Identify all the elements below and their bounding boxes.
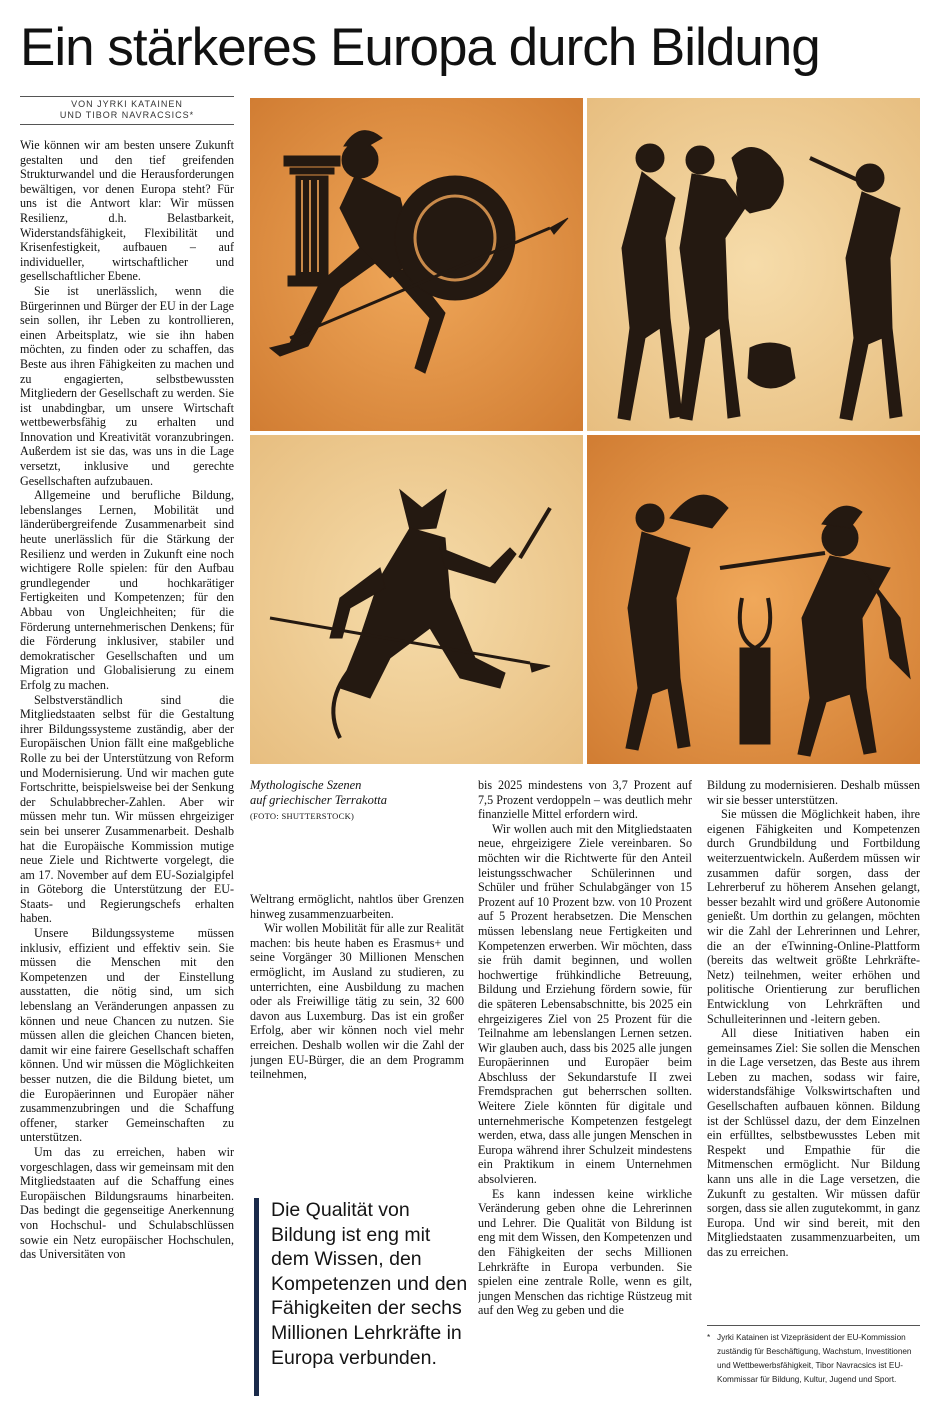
- author-footnote: [707, 1331, 920, 1387]
- byline-rule-bottom: [20, 124, 234, 125]
- paragraph: bis 2025 mindestens von 3,7 Prozent auf 7,5 Prozent verdoppeln – was deutlich mehr finanzielle Mittel erfordern wird.: [478, 778, 692, 822]
- photo-credit: (FOTO: SHUTTERSTOCK): [250, 811, 355, 821]
- terracotta-illustration: [250, 98, 920, 764]
- footnote-rule: [707, 1325, 920, 1326]
- paragraph: Allgemeine und berufliche Bildung, lebenslanges Lernen, Mobilität und länderübergreifende Zusammenarbeit sind heute unerlässlich für die Stärkung der Resilienz und werden in Zukunft eine noch wichtigere Rolle spielen: für den Aufbau grundlegender und hochkarätiger Fertigkeiten und Kompetenzen; für den Abbau von Ungleichheiten; für die Förderung unternehmerischen Denkens; für die Förderung inklusiver, stabiler und demokratischer Gesellschaften und um Migration und Globalisierung zu einem Erfolg zu machen.: [20, 488, 234, 692]
- paragraph: Weltrang ermöglicht, nahtlos über Grenzen hinweg zusammenzuarbeiten.: [250, 892, 464, 921]
- footnote-mark: *: [707, 1333, 711, 1342]
- paragraph: Selbstverständlich sind die Mitgliedstaaten selbst für die Gestaltung ihrer Bildungssysteme zuständig, aber der Europäischen Union fällt eine maßgebliche Rolle zu bei der Unterstützung von Reform und Modernisierung. Und wir machen gute Fortschritte, beispielsweise bei der Senkung der Schulabbrecher-Zahlen. Aber wir müssen mehr tun. Wir müssen ehrgeiziger sein bei unserer Zusammenarbeit. Deshalb hat die Europäische Kommission mutige neue Ziele und Richtwerte vorgelegt, die am 17. November auf dem EU-Sozialgipfel in Göteborg die Unterstützung der EU-Staats- und Regierungschefs erhalten haben.: [20, 692, 234, 926]
- paragraph: Sie müssen die Möglichkeit haben, ihre eigenen Fähigkeiten und Kompetenzen durch Grundbildung und Fortbildung weiterzuentwickeln. Außerdem müssen wir zusammen dafür sorgen, dass der Lehrerberuf zu höherem Ansehen gelangt, besser bezahlt wird und größere Autonomie genießt. Um dorthin zu gelangen, möchten wir die Zahl der Lehrerinnen und Lehrer, die an der eTwinning-Online-Plattform (bereits das weltweit größte Lehrkräfte-Netz) teilnehmen, weiter erhöhen und politische Orientierung zur beruflichen Entwicklung von Lehrkräften und Schulleiterinnen und -leitern geben.: [707, 807, 920, 1026]
- headline: Ein stärkeres Europa durch Bildung: [20, 18, 820, 77]
- pedestal: [740, 648, 770, 744]
- paragraph: All diese Initiativen haben ein gemeinsames Ziel: Sie sollen die Menschen in die Lage versetzen, das Beste aus ihrem Leben zu machen, sodass wir faire, widerstandsfähige Volkswirtschaften und Gesellschaften aufbauen können. Bildung ist der Schlüssel dazu, der dem Einzelnen ein erfülltes, selbstbewusstes Leben mit Respekt und Empathie für die Mitmenschen ermöglicht. Nur Bildung kann uns alle in die Lage versetzen, die Zukunft zu gestalten. Wir müssen dafür sorgen, dass sie allen zugutekommt, in ganz Europa. Und wir sind bereit, mit den Mitgliedstaaten zusammenzuarbeiten, um das zu erreichen.: [707, 1026, 920, 1259]
- caption-line-1: Mythologische Szenen: [250, 778, 362, 792]
- paragraph: Wie können wir am besten unsere Zukunft gestalten und den tief greifenden Strukturwandel und die Herausforderungen bewältigen, vor denen Europa steht? Für uns ist die Antwort klar: Wir müssen Resilienz, d.h. Belastbarkeit, Widerstandsfähigkeit, Flexibilität und Krisenfestigkeit, aufbauen – auf individueller, wirtschaftlicher und gesellschaftlicher Ebene.: [20, 138, 234, 284]
- byline: [20, 99, 234, 121]
- paragraph: Bildung zu modernisieren. Deshalb müssen wir sie besser unterstützen.: [707, 778, 920, 807]
- caption-line-2: auf griechischer Terrakotta: [250, 793, 388, 807]
- paragraph: Wir wollen auch mit den Mitgliedstaaten neue, ehrgeizigere Ziele vereinbaren. So möchten wir die Richtwerte für den Anteil leistungsschwacher Schülerinnen und Schüler und früher Schulabgänger von 15 Prozent auf 10 Prozent bzw. von 10 Prozent auf 5 Prozent herabsetzen. Die Menschen müssen lebenslang neue Fertigkeiten und Kompetenzen erwerben. Wir möchten, dass sie früh damit beginnen, und wollen hochwertige frühkindliche Betreuung, Bildung und Erziehung fördern sowie, für die späteren Lebensabschnitte, bis 2025 ein ehrgeizigeres Ziel von 25 Prozent für die Teilnahme am lebenslangen Lernen setzen. Wir glauben auch, dass bis 2025 alle jungen Europäerinnen und Europäer beim Abschluss der Sekundarstufe II zwei Fremdsprachen gut beherrschen sollten. Weitere Ziele könnten für digitale und unternehmerische Kompetenzen festgelegt werden, etwa, dass alle jungen Menschen in Europa während ihrer Schulzeit mindestens ein Praktikum in einem Unternehmen absolvieren.: [478, 821, 692, 1187]
- byline-line-2: UND TIBOR NAVRACSICS*: [59, 110, 195, 120]
- paragraph: Um das zu erreichen, haben wir vorgeschlagen, dass wir gemeinsam mit den Mitgliedstaaten auf die Schaffung eines Europäischen Bildungsraums hinarbeiten. Das bedingt die gegenseitige Anerkennung von Hochschul- und Schulabschlüssen sowie ein Netz europäischer Hochschulen, das Universitäten von: [20, 1144, 234, 1262]
- byline-line-1: VON JYRKI KATAINEN: [71, 99, 183, 109]
- footnote-text: Jyrki Katainen ist Vizepräsident der EU-Kommission zuständig für Beschäftigung, Wachstum, Investitionen und Wettbewerbsfähigkeit, Tibor Navracsics ist EU-Kommissar für Bildung, Kultur, Jugend und Sport.: [717, 1333, 912, 1384]
- amphora-icon: [748, 343, 795, 388]
- column-1: [20, 138, 234, 1400]
- column-3: [478, 778, 692, 1400]
- paragraph: Unsere Bildungssysteme müssen inklusiv, effizient und effektiv sein. Sie müssen die Menschen mit den Kompetenzen und der Einstellung ausstatten, die nötig sind, um sich lebenslang an Veränderungen anpassen zu können und neue Chancen zu nutzen. Sie müssen allen die gleichen Chancen bieten, damit wir eine fairere Gesellschaft schaffen können. Und wir müssen die Möglichkeiten besser nutzen, die die Bildung bietet, um die Europäerinnen und Europäer näher zusammenzubringen und die Schaffung offener, starker Gemeinschaften zu unterstützen.: [20, 926, 234, 1145]
- byline-rule-top: [20, 96, 234, 97]
- column-4: [707, 778, 920, 1318]
- paragraph: Sie ist unerlässlich, wenn die Bürgerinnen und Bürger der EU in der Lage sein sollen, ihr Leben zu kontrollieren, einen Arbeitsplatz, wie sie ihn haben möchten, zu finden oder zu schaffen, das Beste aus ihren Fähigkeiten zu machen und zu engagierten, selbstbewussten Mitgliedern der Gesellschaft zu werden. Sie ist unabdingbar, um unsere Wirtschaft wettbewerbsfähig zu erhalten und Innovation und Kreativität voranzubringen. Außerdem ist sie das, was uns in die Lage versetzt, inklusive und gerechte Gesellschaften aufzubauen.: [20, 283, 234, 488]
- paragraph: Es kann indessen keine wirkliche Veränderung geben ohne die Lehrerinnen und Lehrer. Die Qualität von Bildung ist eng mit dem Wissen, den Kompetenzen und den Fähigkeiten der sechs Millionen Lehrkräfte in Europa verbunden. Sie spielen eine zentrale Rolle, wenn es gilt, jungen Menschen das richtige Rüstzeug mit auf den Weg zu geben und die: [478, 1186, 692, 1318]
- pull-quote: Die Qualität von Bildung ist eng mit dem Wissen, den Kompetenzen und den Fähigkeiten der sechs Millionen Lehrkräfte in Europa verbunden.: [271, 1199, 468, 1369]
- column-2: [250, 892, 464, 1182]
- pull-quote-bar: [254, 1198, 259, 1396]
- paragraph: Wir wollen Mobilität für alle zur Realität machen: bis heute haben es Erasmus+ und seine Vorgänger 30 Millionen Menschen ermöglicht, im Ausland zu studieren, zu unterrichten, eine Ausbildung zu machen oder als Freiwillige tätig zu sein, 32 600 davon aus Luxemburg. Das ist ein großer Erfolg, aber wir können noch viel mehr erreichen. Deshalb wollen wir die Zahl der jungen EU-Bürger, die an dem Programm teilnehmen,: [250, 921, 464, 1082]
- image-caption: [250, 778, 465, 808]
